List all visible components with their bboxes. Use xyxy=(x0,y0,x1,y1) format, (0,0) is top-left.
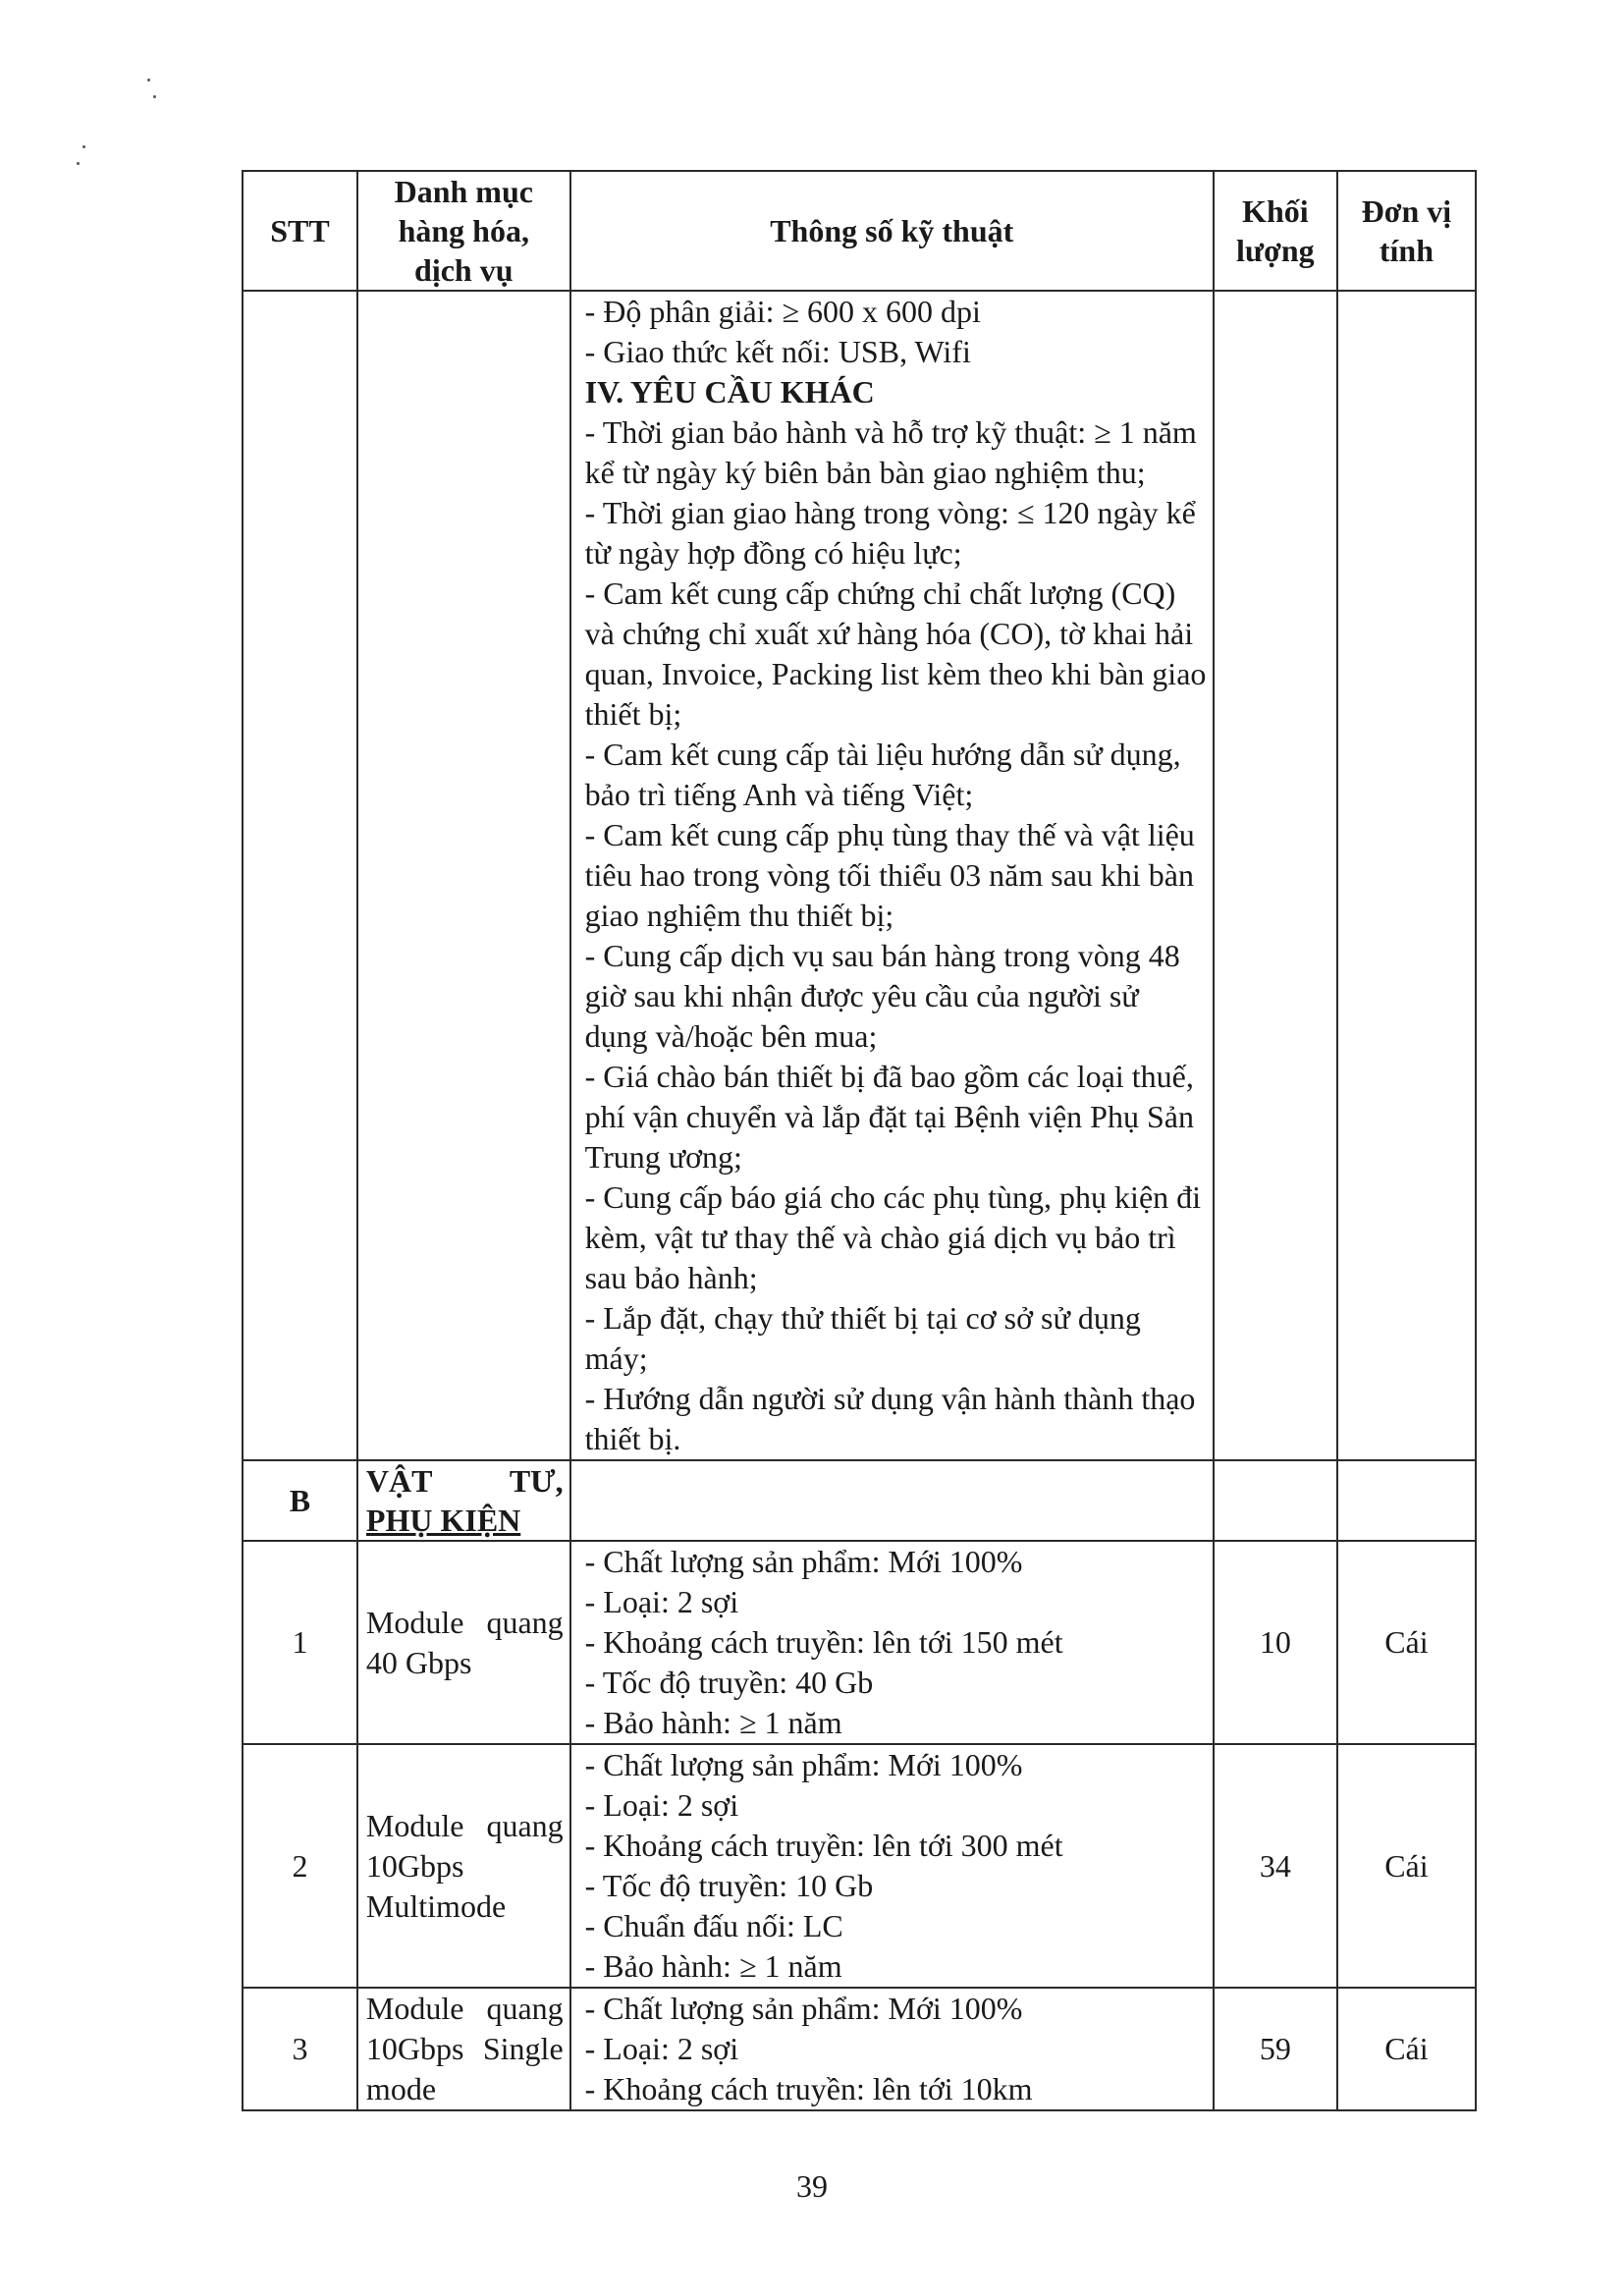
spec-line: - Cung cấp dịch vụ sau bán hàng trong vòng 48 giờ sau khi nhận được yêu cầu của người sử dụng và/hoặc bên mua; xyxy=(584,938,1180,1054)
page-number: 39 xyxy=(796,2168,828,2204)
spec-line: - Khoảng cách truyền: lên tới 300 mét xyxy=(584,1828,1063,1863)
spec-line: - Cam kết cung cấp tài liệu hướng dẫn sử dụng, bảo trì tiếng Anh và tiếng Việt; xyxy=(584,737,1181,812)
table-header-row xyxy=(243,171,1476,291)
cell-name xyxy=(357,291,570,1460)
spec-line: - Chuẩn đấu nối: LC xyxy=(584,1908,843,1943)
spec-line: - Cung cấp báo giá cho các phụ tùng, phụ kiện đi kèm, vật tư thay thế và chào giá dịch vụ bảo trì sau bảo hành; xyxy=(584,1179,1202,1295)
item-qty: 34 xyxy=(1214,1744,1337,1988)
item-unit: Cái xyxy=(1337,1988,1476,2110)
spec-line: - Tốc độ truyền: 10 Gb xyxy=(584,1868,874,1903)
spec-line: - Bảo hành: ≥ 1 năm xyxy=(584,1948,842,1984)
cell-spec xyxy=(570,291,1214,1460)
spec-line: - Tốc độ truyền: 40 Gb xyxy=(584,1665,874,1700)
header-spec: Thông số kỹ thuật xyxy=(570,171,1214,291)
spec-line: - Loại: 2 sợi xyxy=(584,2031,739,2066)
group-name-line2: PHỤ KIỆN xyxy=(365,1503,521,1538)
scan-speck xyxy=(147,79,150,82)
spec-line: - Thời gian giao hàng trong vòng: ≤ 120 ngày kể từ ngày hợp đồng có hiệu lực; xyxy=(584,495,1196,571)
spec-line: - Giao thức kết nối: USB, Wifi xyxy=(584,334,971,369)
spec-line: - Cam kết cung cấp phụ tùng thay thế và vật liệu tiêu hao trong vòng tối thiểu 03 năm sau khi bàn giao nghiệm thu thiết bị; xyxy=(584,817,1195,933)
table-row-group xyxy=(243,1460,1476,1541)
spec-line: - Hướng dẫn người sử dụng vận hành thành thạo thiết bị. xyxy=(584,1381,1196,1456)
section-title: IV. YÊU CẦU KHÁC xyxy=(584,374,875,410)
spec-line: - Bảo hành: ≥ 1 năm xyxy=(584,1705,842,1740)
table-row xyxy=(243,1744,1476,1988)
spec-line: - Độ phân giải: ≥ 600 x 600 dpi xyxy=(584,294,981,329)
spec-line: - Cam kết cung cấp chứng chỉ chất lượng (CQ) và chứng chỉ xuất xứ hàng hóa (CO), tờ khai hải quan, Invoice, Packing list kèm theo khi bàn giao thiết bị; xyxy=(584,575,1207,732)
header-unit: Đơn vị tính xyxy=(1337,171,1476,291)
scan-speck xyxy=(153,95,156,98)
header-stt: STT xyxy=(243,171,357,291)
spec-line: - Khoảng cách truyền: lên tới 10km xyxy=(584,2071,1033,2106)
item-qty: 59 xyxy=(1214,1988,1337,2110)
item-name: Module quang 10Gbps Single mode xyxy=(357,1988,570,2110)
item-stt: 1 xyxy=(243,1541,357,1744)
item-name: Module quang 10Gbps Multimode xyxy=(357,1744,570,1988)
item-name: Module quang 40 Gbps xyxy=(357,1541,570,1744)
cell-qty xyxy=(1214,1460,1337,1541)
scan-speck xyxy=(77,162,80,165)
spec-line: - Lắp đặt, chạy thử thiết bị tại cơ sở sử dụng máy; xyxy=(584,1300,1141,1376)
spec-line: - Chất lượng sản phẩm: Mới 100% xyxy=(584,1747,1023,1782)
cell-unit xyxy=(1337,291,1476,1460)
spec-line: - Khoảng cách truyền: lên tới 150 mét xyxy=(584,1624,1063,1660)
item-stt: 2 xyxy=(243,1744,357,1988)
item-unit: Cái xyxy=(1337,1541,1476,1744)
item-qty: 10 xyxy=(1214,1541,1337,1744)
item-stt: 3 xyxy=(243,1988,357,2110)
spec-table xyxy=(242,170,1477,2111)
spec-line: - Chất lượng sản phẩm: Mới 100% xyxy=(584,1544,1023,1579)
spec-line: - Chất lượng sản phẩm: Mới 100% xyxy=(584,1991,1023,2026)
cell-stt xyxy=(243,291,357,1460)
spec-line: - Loại: 2 sợi xyxy=(584,1584,739,1619)
header-name: Danh mục hàng hóa, dịch vụ xyxy=(357,171,570,291)
cell-qty xyxy=(1214,291,1337,1460)
item-specs xyxy=(570,1541,1214,1744)
spec-line: - Giá chào bán thiết bị đã bao gồm các loại thuế, phí vận chuyển và lắp đặt tại Bệnh viện Phụ Sản Trung ương; xyxy=(584,1059,1194,1175)
cell-unit xyxy=(1337,1460,1476,1541)
table-row xyxy=(243,1541,1476,1744)
table-row-continuation xyxy=(243,291,1476,1460)
item-specs xyxy=(570,1744,1214,1988)
cell-spec xyxy=(570,1460,1214,1541)
item-specs xyxy=(570,1988,1214,2110)
header-qty: Khối lượng xyxy=(1214,171,1337,291)
group-name-line1: VẬT TƯ, xyxy=(365,1463,564,1499)
scan-speck xyxy=(82,145,85,148)
group-name xyxy=(357,1460,570,1541)
spec-line: - Loại: 2 sợi xyxy=(584,1787,739,1823)
table-row xyxy=(243,1988,1476,2110)
group-stt: B xyxy=(243,1460,357,1541)
item-unit: Cái xyxy=(1337,1744,1476,1988)
spec-line: - Thời gian bảo hành và hỗ trợ kỹ thuật: ≥ 1 năm kể từ ngày ký biên bản bàn giao nghiệm thu; xyxy=(584,414,1197,490)
